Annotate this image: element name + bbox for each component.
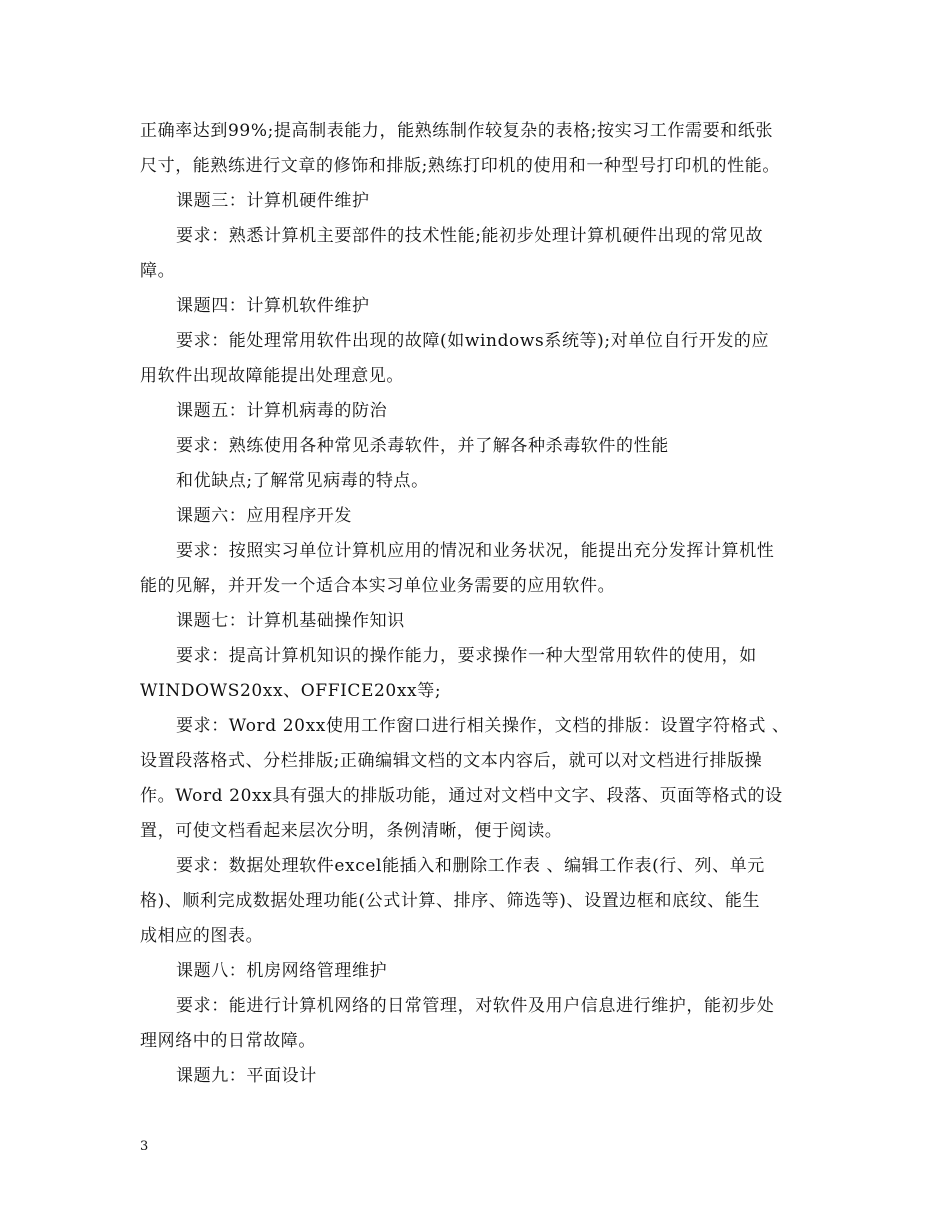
text-line: 正确率达到99%;提高制表能力，能熟练制作较复杂的表格;按实习工作需要和纸张 <box>140 121 774 141</box>
text-line: 要求：能处理常用软件出现的故障(如windows系统等);对单位自行开发的应 <box>176 331 770 351</box>
text-line: 成相应的图表。 <box>140 926 264 946</box>
text-line: 要求：能进行计算机网络的日常管理，对软件及用户信息进行维护，能初步处 <box>176 996 775 1016</box>
document-body <box>140 114 820 1094</box>
text-line: 尺寸，能熟练进行文章的修饰和排版;熟练打印机的使用和一种型号打印机的性能。 <box>140 156 780 176</box>
text-line: 要求：Word 20xx使用工作窗口进行相关操作，文档的排版：设置字符格式 、 <box>176 716 790 736</box>
text-line: 置，可使文档看起来层次分明，条例清晰，便于阅读。 <box>140 821 563 841</box>
text-line: 和优缺点;了解常见病毒的特点。 <box>176 471 429 491</box>
text-line: 障。 <box>140 261 176 281</box>
text-line: 要求：熟悉计算机主要部件的技术性能;能初步处理计算机硬件出现的常见故 <box>176 226 764 246</box>
text-line: 作。Word 20xx具有强大的排版功能，通过对文档中文字、段落、页面等格式的设 <box>140 786 783 806</box>
topic-heading: 课题四：计算机软件维护 <box>176 296 370 316</box>
topic-heading: 课题八：机房网络管理维护 <box>176 961 388 981</box>
topic-heading: 课题五：计算机病毒的防治 <box>176 401 388 421</box>
text-line: 设置段落格式、分栏排版;正确编辑文档的文本内容后，就可以对文档进行排版操 <box>140 751 763 771</box>
text-line: 用软件出现故障能提出处理意见。 <box>140 366 404 386</box>
text-line: WINDOWS20xx、OFFICE20xx等; <box>140 681 442 701</box>
text-line: 能的见解，并开发一个适合本实习单位业务需要的应用软件。 <box>140 576 616 596</box>
text-line: 要求：按照实习单位计算机应用的情况和业务状况，能提出充分发挥计算机性 <box>176 541 775 561</box>
text-line: 要求：熟练使用各种常见杀毒软件，并了解各种杀毒软件的性能 <box>176 436 669 456</box>
text-line: 要求：提高计算机知识的操作能力，要求操作一种大型常用软件的使用，如 <box>176 646 757 666</box>
topic-heading: 课题九：平面设计 <box>176 1066 317 1086</box>
topic-heading: 课题六：应用程序开发 <box>176 506 352 526</box>
topic-heading: 课题七：计算机基础操作知识 <box>176 611 405 631</box>
text-line: 格)、顺利完成数据处理功能(公式计算、排序、筛选等)、设置边框和底纹、能生 <box>140 891 761 911</box>
topic-heading: 课题三：计算机硬件维护 <box>176 191 370 211</box>
text-line: 要求：数据处理软件excel能插入和删除工作表 、编辑工作表(行、列、单元 <box>176 856 765 876</box>
page-number: 3 <box>140 1139 149 1154</box>
text-line: 理网络中的日常故障。 <box>140 1031 316 1051</box>
